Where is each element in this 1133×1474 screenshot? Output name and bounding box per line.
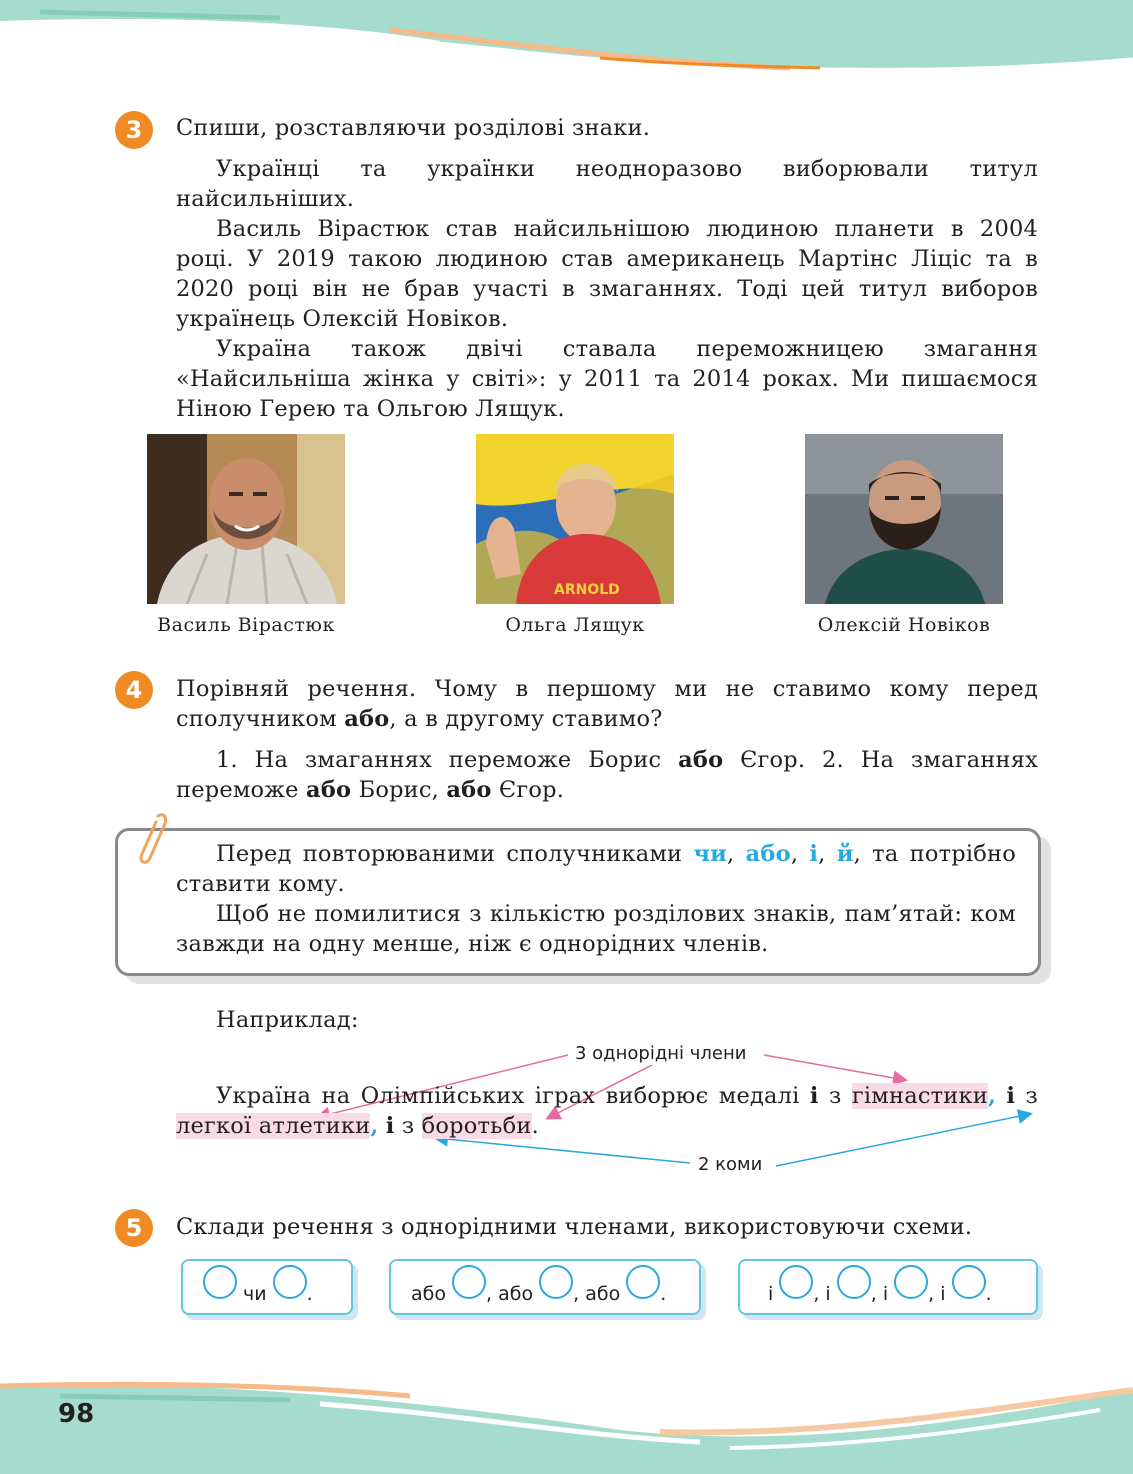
shirt-text: ARNOLD [554, 582, 620, 598]
bottom-wave-decoration [0, 1370, 1133, 1474]
annotation-homogeneous-members: 3 однорідні члени [571, 1043, 750, 1064]
blank-circle-icon [779, 1265, 813, 1299]
blank-circle-icon [539, 1265, 573, 1299]
task-3-instruction: Спиши, розставляючи розділові знаки. [176, 115, 651, 141]
blank-circle-icon [952, 1265, 986, 1299]
rule-line-1: Перед повторюваними сполучниками чи, або, і, й, та потрібно ставити кому. [176, 841, 1016, 897]
caption-olha-liashchuk: Ольга Лящук [505, 614, 645, 636]
caption-oleksii-novikov: Олексій Новіков [817, 614, 991, 636]
task-4-instruction: Порівняй речення. Чому в першому ми не ставимо кому перед сполучником або, а в другому ставимо? [176, 676, 1038, 732]
scheme-2: або , або , або . [389, 1259, 701, 1315]
task-3-paragraph-2: Василь Вірастюк став найсильнішою людиною планети в 2004 році. У 2019 такою людиною став американець Мартінс Ліціс та в 2020 році він не брав участі в змаганнях. Тоді цей титул виборов українець Олексій Новіков. [176, 216, 1038, 332]
blank-circle-icon [626, 1265, 660, 1299]
blank-circle-icon [894, 1265, 928, 1299]
example-label: Наприклад: [216, 1007, 359, 1033]
paperclip-icon [136, 810, 170, 864]
example-sentence: Україна на Олімпійських іграх виборює медалі і з гімнастики, і з легкої атлетики, і з боротьби. [176, 1083, 1038, 1139]
top-wave-decoration [0, 0, 1133, 90]
photo-oleksii-novikov [805, 434, 1003, 604]
blank-circle-icon [837, 1265, 871, 1299]
photo-vasyl-virastiuk [147, 434, 345, 604]
annotation-commas: 2 коми [694, 1154, 766, 1175]
task-5-number: 5 [115, 1209, 153, 1247]
task-3-paragraph-3: Україна також двічі ставала переможницею змагання «Найсильніша жінка у світі»: у 2011 та 2014 роках. Ми пишаємося Ніною Герею та Ольгою Лящук. [176, 336, 1038, 422]
rule-line-2: Щоб не помилитися з кількістю розділових знаків, пам’ятай: ком завжди на одну менше, ніж є однорідних членів. [176, 901, 1016, 957]
task-5-instruction: Склади речення з однорідними членами, використовуючи схеми. [176, 1214, 973, 1240]
scheme-3: і , і , і , і . [738, 1259, 1038, 1315]
scheme-1: чи . [181, 1259, 353, 1315]
blank-circle-icon [452, 1265, 486, 1299]
task-4-example-sentences: 1. На змаганнях переможе Борис або Єгор. 2. На змаганнях переможе або Борис, або Єгор. [176, 747, 1038, 803]
blank-circle-icon [203, 1265, 237, 1299]
task-3-paragraph-1: Українці та українки неодноразово виборювали титул найсильніших. [176, 156, 1038, 212]
blank-circle-icon [273, 1265, 307, 1299]
caption-vasyl-virastiuk: Василь Вірастюк [157, 614, 335, 636]
page-number: 98 [58, 1399, 95, 1429]
task-3-number: 3 [115, 111, 153, 149]
photo-olha-liashchuk [476, 434, 674, 604]
task-4-number: 4 [115, 671, 153, 709]
